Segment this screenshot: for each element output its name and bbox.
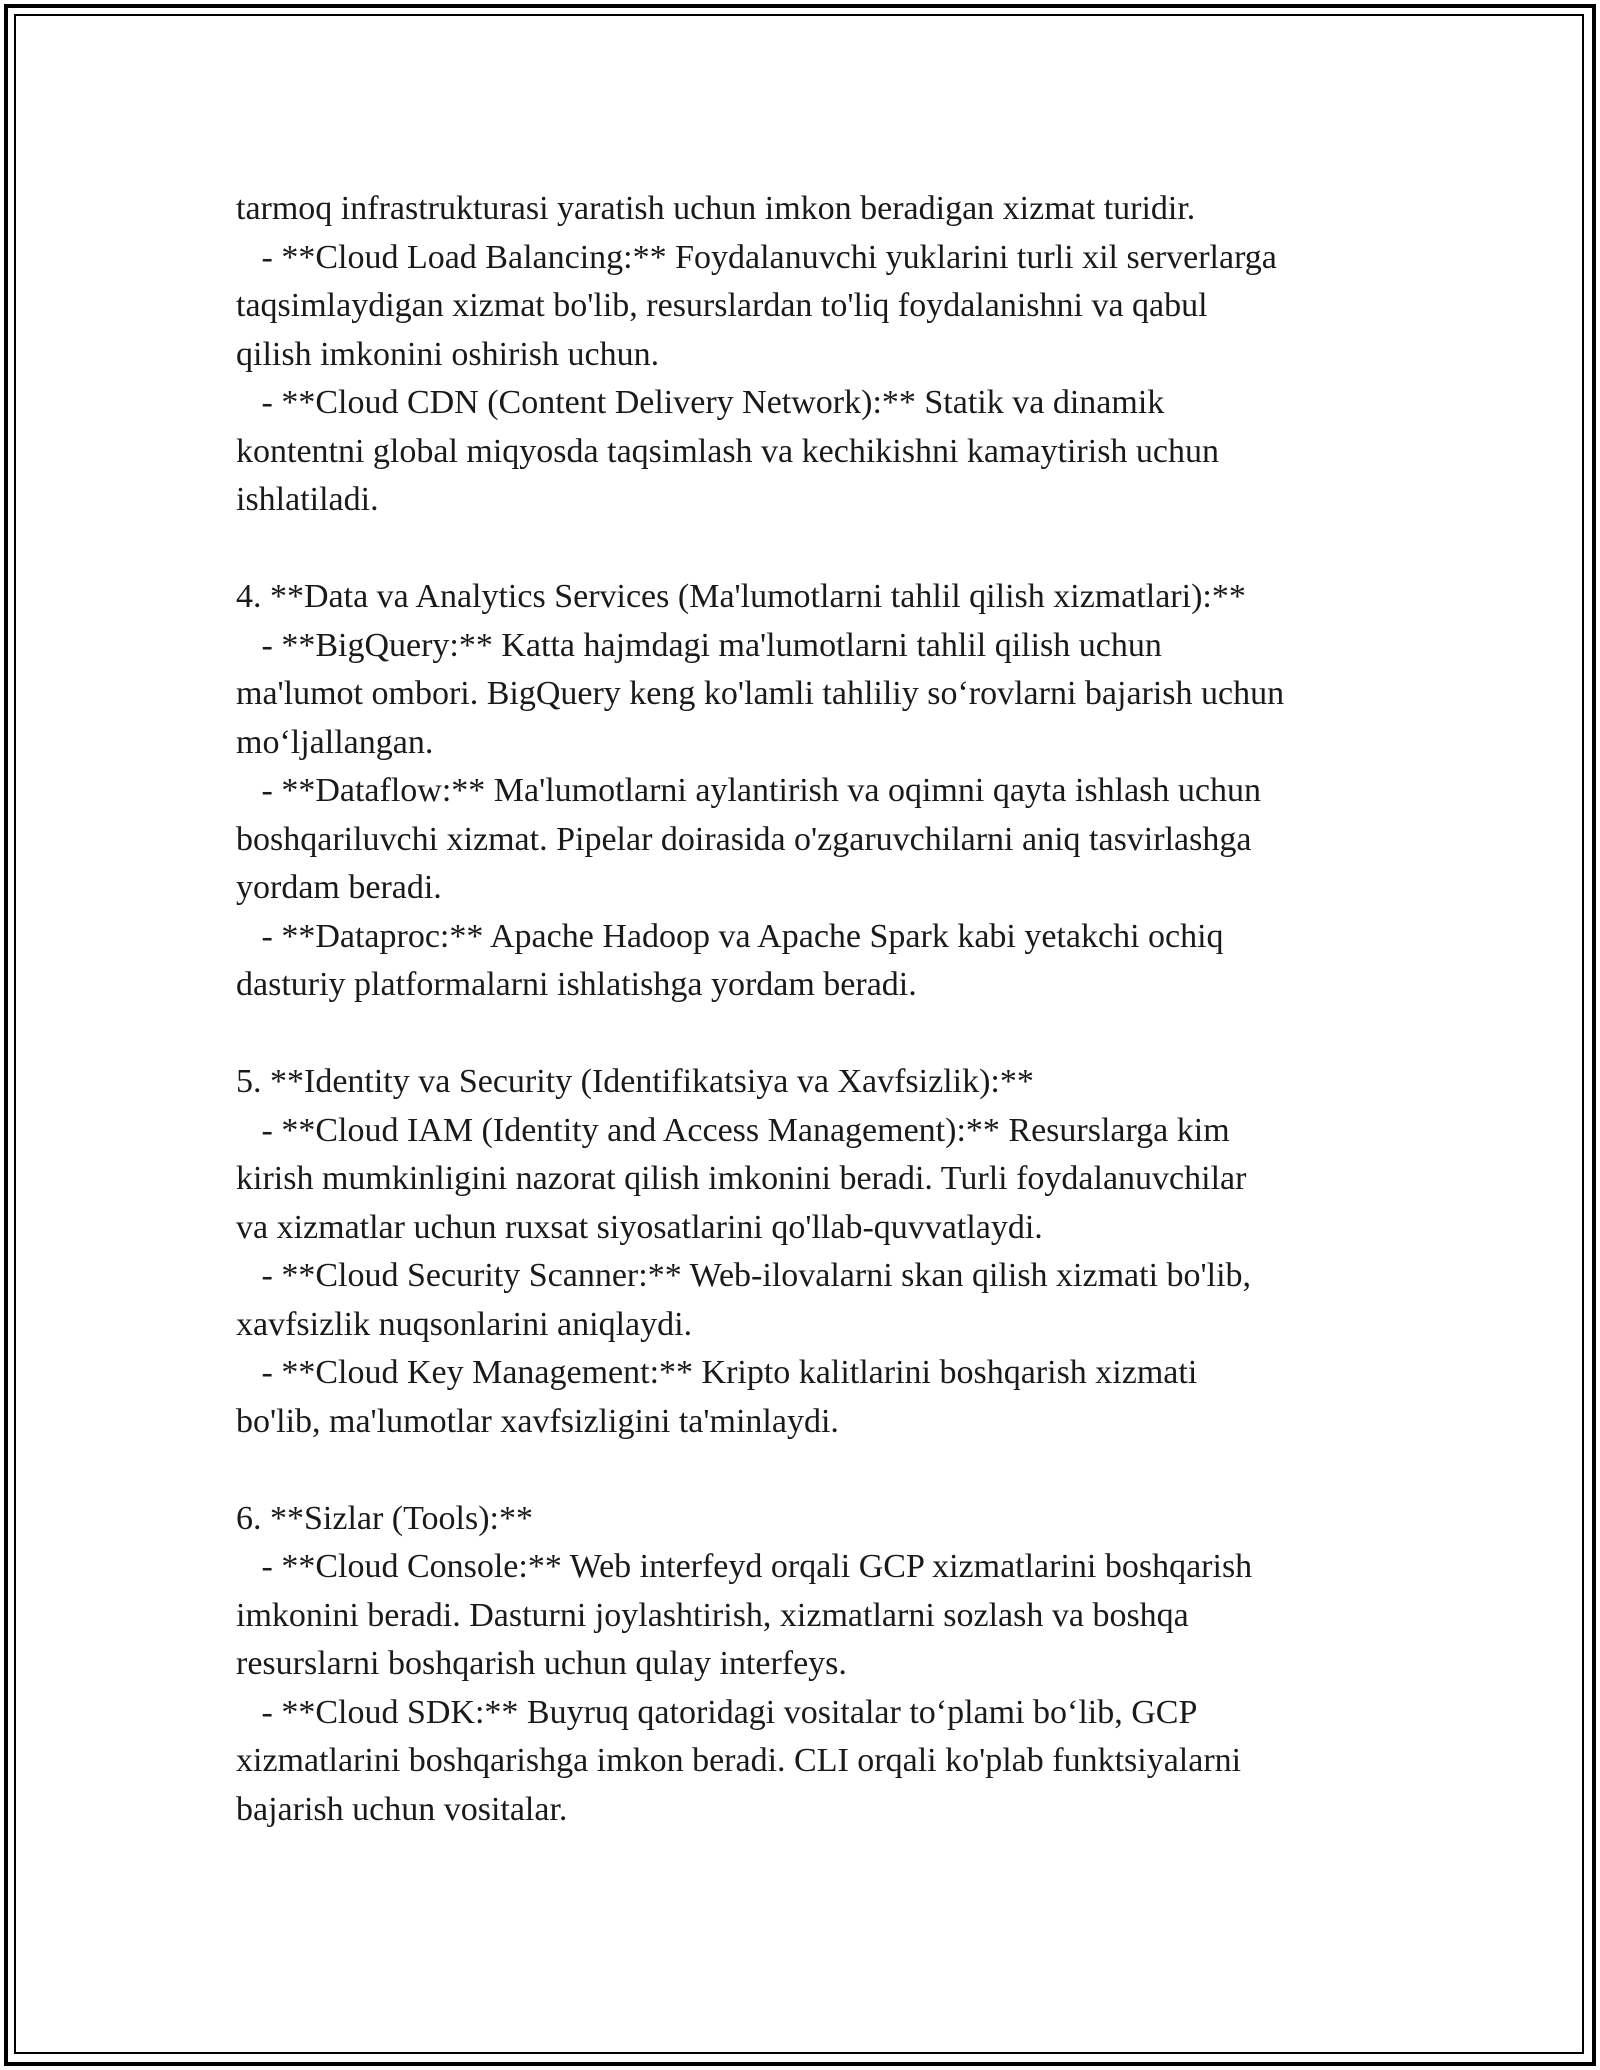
text-line: imkonini beradi. Dasturni joylashtirish, xizmatlarni sozlash va boshqa xyxy=(236,1596,1189,1634)
blank-line xyxy=(236,1010,1396,1059)
text-line: va xizmatlar uchun ruxsat siyosatlarini qo'llab-quvvatlaydi. xyxy=(236,1208,1043,1246)
text-line: - **Cloud Security Scanner:** Web-ilovalarni skan qilish xizmati bo'lib, xyxy=(236,1257,1252,1294)
text-line: boshqariluvchi xizmat. Pipelar doirasida o'zgaruvchilarni aniq tasvirlashga xyxy=(236,820,1252,858)
text-line: - **Cloud SDK:** Buyruq qatoridagi vositalar to‘plami bo‘lib, GCP xyxy=(236,1693,1198,1731)
text-line: - **Cloud Load Balancing:** Foydalanuvchi yuklarini turli xil serverlarga xyxy=(236,238,1277,276)
text-line: - **Cloud IAM (Identity and Access Management):** Resurslarga kim xyxy=(236,1111,1230,1149)
text-line: kontentni global miqyosda taqsimlash va kechikishni kamaytirish uchun xyxy=(236,432,1220,470)
section-heading: 4. **Data va Analytics Services (Ma'lumotlarni tahlil qilish xizmatlari):** xyxy=(236,578,1246,615)
text-line: yordam beradi. xyxy=(236,869,442,906)
text-line: - **Dataflow:** Ma'lumotlarni aylantirish va oqimni qayta ishlash uchun xyxy=(236,772,1261,809)
text-line: - **Dataproc:** Apache Hadoop va Apache Spark kabi yetakchi ochiq xyxy=(236,917,1224,955)
text-line: kirish mumkinligini nazorat qilish imkonini beradi. Turli foydalanuvchilar xyxy=(236,1160,1247,1197)
text-line: taqsimlaydigan xizmat bo'lib, resurslardan to'liq foydalanishni va qabul xyxy=(236,287,1208,324)
text-line: mo‘ljallangan. xyxy=(236,723,434,761)
text-line: - **BigQuery:** Katta hajmdagi ma'lumotlarni tahlil qilish uchun xyxy=(236,626,1162,664)
text-line: resurslarni boshqarish uchun qulay interfeys. xyxy=(236,1645,847,1682)
text-line: bajarish uchun vositalar. xyxy=(236,1790,568,1828)
text-line: ishlatiladi. xyxy=(236,481,379,518)
section-heading: 6. **Sizlar (Tools):** xyxy=(236,1499,533,1537)
text-line: dasturiy platformalarni ishlatishga yordam beradi. xyxy=(236,966,917,1003)
document-body xyxy=(236,185,1396,1834)
text-line: - **Cloud CDN (Content Delivery Network):** Statik va dinamik xyxy=(236,384,1165,421)
text-line: tarmoq infrastrukturasi yaratish uchun imkon beradigan xizmat turidir. xyxy=(236,190,1196,227)
text-line: ma'lumot ombori. BigQuery keng ko'lamli tahliliy so‘rovlarni bajarish uchun xyxy=(236,675,1285,712)
text-line: - **Cloud Console:** Web interfeyd orqali GCP xizmatlarini boshqarish xyxy=(236,1548,1253,1585)
text-line: xavfsizlik nuqsonlarini aniqlaydi. xyxy=(236,1305,693,1343)
text-line: qilish imkonini oshirish uchun. xyxy=(236,335,660,373)
blank-line xyxy=(236,525,1396,574)
text-line: - **Cloud Key Management:** Kripto kalitlarini boshqarish xizmati xyxy=(236,1354,1198,1391)
text-line: bo'lib, ma'lumotlar xavfsizligini ta'minlaydi. xyxy=(236,1402,839,1440)
text-line: xizmatlarini boshqarishga imkon beradi. CLI orqali ko'plab funktsiyalarni xyxy=(236,1742,1242,1779)
blank-line xyxy=(236,1446,1396,1495)
section-heading: 5. **Identity va Security (Identifikatsiya va Xavfsizlik):** xyxy=(236,1063,1034,1100)
